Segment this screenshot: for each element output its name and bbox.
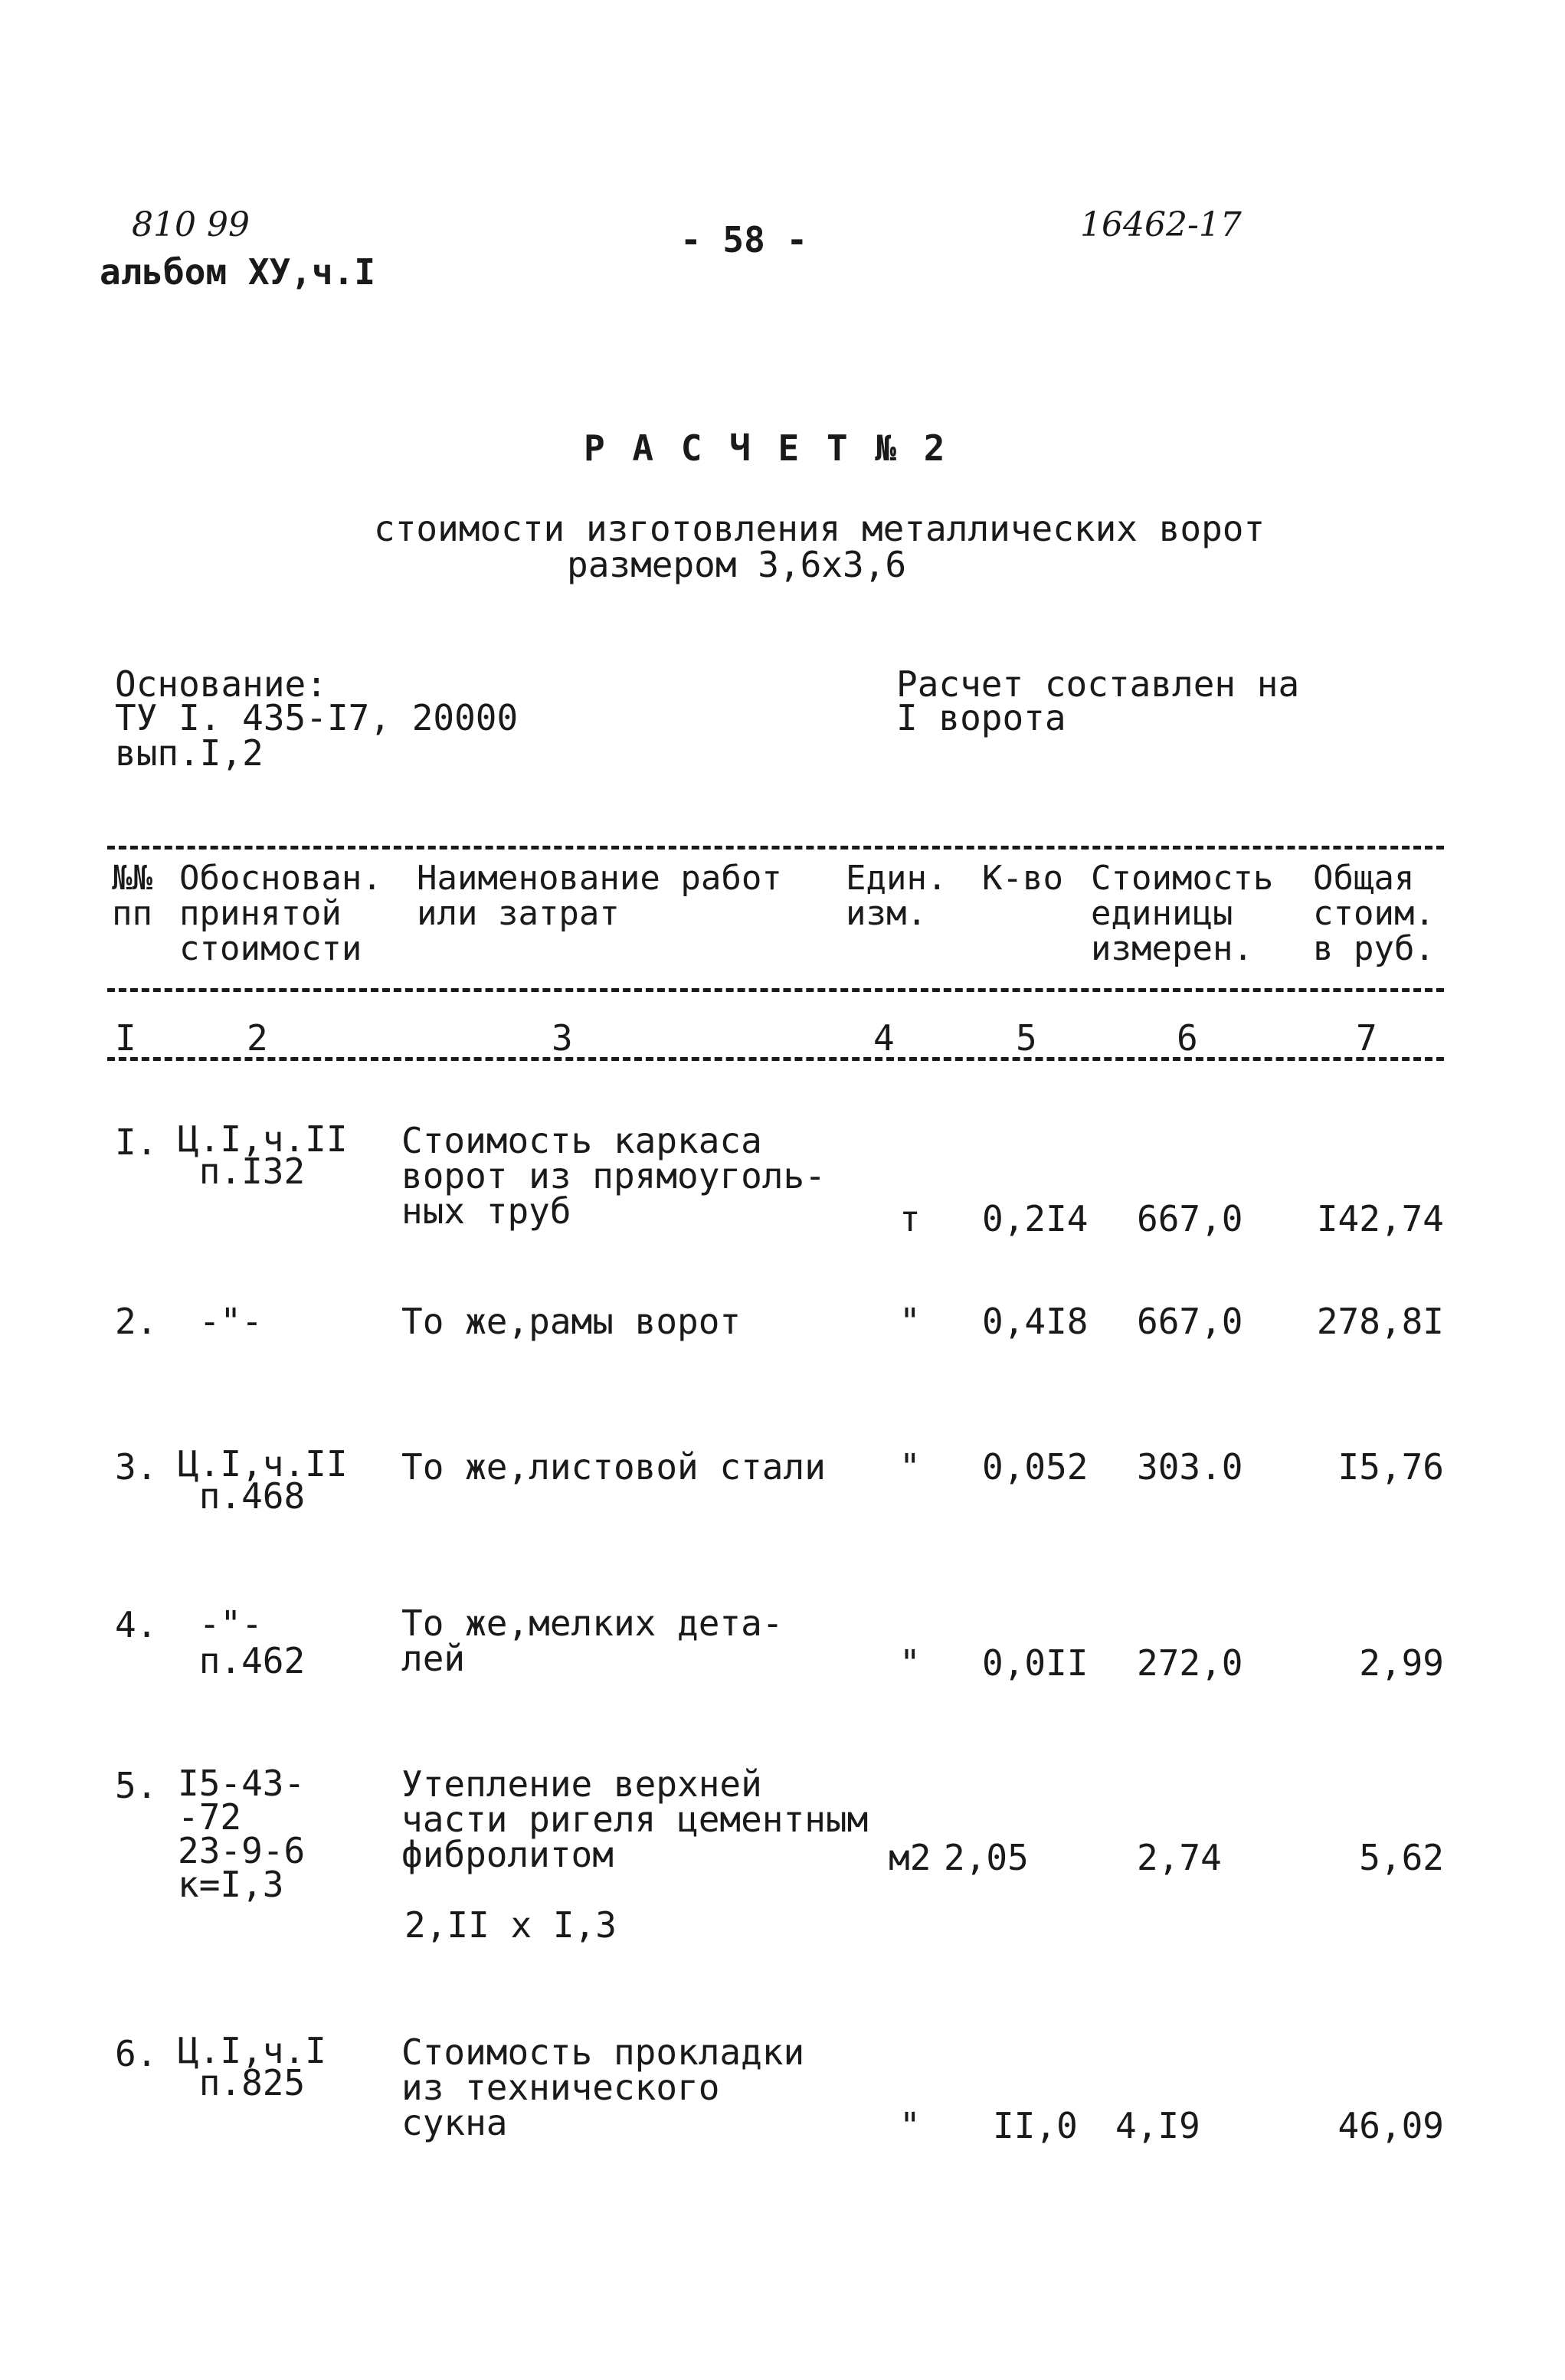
page-number: - 58 - [680,219,808,260]
row-qty: II,0 [993,2105,1078,2146]
row-unit-cost: 4,I9 [1115,2105,1200,2146]
row-name: Стоимость прокладки из технического сукна [401,2031,805,2143]
row-unit: м2 [889,1837,931,1878]
row-name: То же,мелких дета- лей [401,1602,784,1679]
row-basis: Ц.I,ч.I п.825 [178,2030,326,2103]
row-total: 278,8I [1316,1301,1444,1342]
row-basis: -"- п.462 [198,1603,306,1681]
table-header-rule [107,988,1444,992]
col-number-3: 3 [552,1017,573,1059]
basis-issue: вып.I,2 [115,732,264,774]
row-total: 46,09 [1337,2105,1444,2146]
row-number: 6. [115,2033,158,2074]
row-unit: " [899,1446,921,1488]
row-total: 2,99 [1359,1642,1444,1684]
handwritten-right-note: 16462-17 [1080,205,1242,244]
row-qty: 0,0II [982,1642,1089,1684]
row-total: 5,62 [1359,1837,1444,1878]
row-name: Утепление верхней части ригеля цементным фибролитом [401,1763,869,1875]
basis-label: Основание: [115,663,327,705]
row-unit-cost: 272,0 [1137,1642,1243,1684]
handwritten-left-note: 810 99 [132,205,250,244]
row-unit: " [899,2105,921,2146]
basis-spec: ТУ I. 435-I7, 20000 [115,697,519,738]
row-qty: 2,05 [944,1837,1029,1878]
col-number-rule [107,1057,1444,1061]
header-col-1: №№ пп [112,859,152,933]
row-number: 2. [115,1301,158,1342]
row-basis: Ц.I,ч.II п.I32 [178,1118,348,1192]
header-col-3: Наименование работ или затрат [417,859,782,933]
header-col-7: Общая стоим. в руб. [1313,859,1435,968]
row-unit-cost: 667,0 [1137,1198,1243,1239]
col-number-6: 6 [1177,1017,1198,1059]
row-unit-cost: 2,74 [1137,1837,1222,1878]
col-number-2: 2 [247,1017,268,1059]
row-total: I5,76 [1337,1446,1444,1488]
col-number-1: I [115,1017,136,1059]
row-basis: I5-43- -72 23-9-6 к=I,3 [178,1763,306,1905]
calc-note-2: I ворота [896,697,1066,738]
calc-note-1: Расчет составлен на [896,663,1300,705]
header-col-5: К-во [982,859,1063,898]
row-number: I. [115,1121,158,1163]
row-name: Стоимость каркаса ворот из прямоуголь- ных труб [401,1120,826,1232]
row-number: 4. [115,1604,158,1645]
row-basis: Ц.I,ч.II п.468 [178,1443,348,1517]
row-total: I42,74 [1316,1198,1444,1239]
document-subtitle-2: размером 3,6х3,6 [567,544,907,585]
row-number: 5. [115,1765,158,1806]
document-title: Р А С Ч Е Т № 2 [584,427,948,469]
header-col-2: Обоснован. принятой стоимости [179,859,382,968]
row-unit: " [899,1642,921,1684]
row-name: То же,рамы ворот [401,1301,742,1342]
col-number-5: 5 [1016,1017,1037,1059]
album-label: альбом ХУ,ч.I [100,251,376,293]
header-col-6: Стоимость единицы измерен. [1091,859,1274,968]
header-col-4: Един. изм. [846,859,948,933]
row-unit: " [899,1301,921,1342]
table-top-rule [107,846,1444,850]
row-name: То же,листовой стали [401,1446,826,1488]
row-qty: 0,052 [982,1446,1089,1488]
col-number-4: 4 [873,1017,895,1059]
row-extra: 2,II х I,3 [404,1904,617,1946]
document-subtitle-1: стоимости изготовления металлических ворот [374,508,1265,549]
row-qty: 0,4I8 [982,1301,1089,1342]
col-number-7: 7 [1356,1017,1377,1059]
row-unit-cost: 303.0 [1137,1446,1243,1488]
row-unit-cost: 667,0 [1137,1301,1243,1342]
row-basis: -"- [178,1301,263,1342]
row-unit: т [899,1198,921,1239]
row-qty: 0,2I4 [982,1198,1089,1239]
row-number: 3. [115,1446,158,1488]
